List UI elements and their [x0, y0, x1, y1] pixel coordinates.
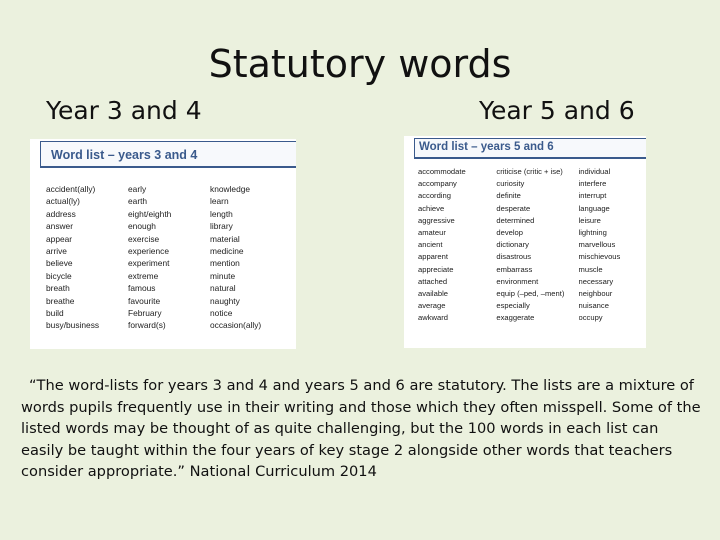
word-list-years-5-6 [404, 136, 646, 348]
word-item: interfere [578, 179, 607, 189]
word-item: address [46, 208, 76, 219]
word-item: knowledge [210, 184, 251, 194]
word-item: embarrass [496, 264, 533, 274]
word-item: build [46, 307, 64, 318]
word-item: experience [128, 245, 169, 256]
word-item: occasion(ally) [210, 320, 262, 331]
word-item: occupy [578, 313, 603, 323]
word-item: nuisance [578, 301, 609, 311]
word-item: especially [496, 301, 530, 311]
word-item: actual(ly) [46, 196, 80, 207]
word-item: answer [46, 221, 73, 232]
word-item: leisure [578, 215, 601, 225]
word-item: mention [210, 258, 240, 269]
word-item: dictionary [496, 240, 529, 250]
word-item: language [578, 203, 610, 213]
word-item: definite [496, 191, 521, 201]
page-title: Statutory words [208, 42, 512, 86]
word-item: extreme [128, 270, 159, 281]
word-item: learn [210, 196, 229, 207]
word-item: equip (–ped, –ment) [496, 288, 565, 298]
word-item: criticise (critic + ise) [496, 167, 563, 176]
word-item: neighbour [578, 288, 613, 298]
word-item: minute [210, 270, 236, 281]
word-item: environment [496, 276, 539, 286]
word-item: accompany [418, 179, 457, 189]
word-item: early [128, 184, 147, 194]
word-item: appreciate [418, 264, 454, 274]
word-item: achieve [418, 203, 445, 213]
word-item: attached [418, 276, 448, 286]
year-3-4-heading: Year 3 and 4 [46, 96, 202, 125]
word-list-title: Word list – years 5 and 6 [414, 138, 646, 159]
word-item: enough [128, 221, 156, 232]
word-item: material [210, 233, 240, 244]
word-item: earth [128, 196, 148, 207]
word-item: aggressive [418, 215, 455, 225]
word-item: believe [46, 258, 73, 269]
word-item: breathe [46, 295, 75, 306]
word-item: favourite [128, 295, 161, 306]
word-item: medicine [210, 245, 244, 256]
word-item: awkward [418, 313, 448, 323]
word-item: mischievous [578, 252, 621, 262]
word-item: muscle [578, 264, 603, 274]
word-item: exaggerate [496, 313, 535, 323]
word-item: amateur [418, 227, 446, 237]
word-item: arrive [46, 245, 67, 256]
year-5-6-heading: Year 5 and 6 [479, 96, 635, 125]
word-grid [30, 168, 296, 330]
word-item: accident(ally) [46, 184, 96, 194]
word-item: necessary [578, 276, 614, 286]
word-item: marvellous [578, 240, 616, 250]
word-item: length [210, 208, 233, 219]
word-item: curiosity [496, 179, 525, 189]
word-item: busy/business [46, 320, 100, 331]
word-item: average [418, 301, 446, 311]
word-grid [404, 159, 646, 322]
word-item: lightning [578, 227, 607, 237]
curriculum-quote: “The word-lists for years 3 and 4 and years 5 and 6 are statutory. The lists are a mixture of words pupils frequently use in their writing and those which they often misspell. Some of the listed words may be thought of as quite challenging, but the 100 words in each list can easily be taught within the four years of key stage 2 alongside other words that teachers consider appropriate.” National Curriculum 2014 [21, 377, 701, 480]
word-item: notice [210, 307, 233, 318]
word-item: ancient [418, 240, 443, 250]
word-item: experiment [128, 258, 170, 269]
word-item: natural [210, 283, 236, 294]
word-item: develop [496, 227, 523, 237]
word-item: exercise [128, 233, 160, 244]
word-item: forward(s) [128, 320, 166, 331]
word-list-title: Word list – years 3 and 4 [40, 141, 296, 168]
word-item: naughty [210, 295, 240, 306]
word-item: eight/eighth [128, 208, 172, 219]
word-item: February [128, 307, 162, 318]
word-item: desperate [496, 203, 531, 213]
word-item: appear [46, 233, 73, 244]
word-item: accommodate [418, 167, 466, 176]
word-item: famous [128, 283, 156, 294]
word-item: according [418, 191, 451, 201]
word-item: determined [496, 215, 535, 225]
word-list-years-3-4 [30, 139, 296, 349]
word-item: disastrous [496, 252, 532, 262]
word-item: individual [578, 167, 611, 176]
word-item: library [210, 221, 233, 232]
word-item: bicycle [46, 270, 72, 281]
word-item: available [418, 288, 448, 298]
word-item: apparent [418, 252, 448, 262]
word-item: breath [46, 283, 70, 294]
word-item: interrupt [578, 191, 607, 201]
